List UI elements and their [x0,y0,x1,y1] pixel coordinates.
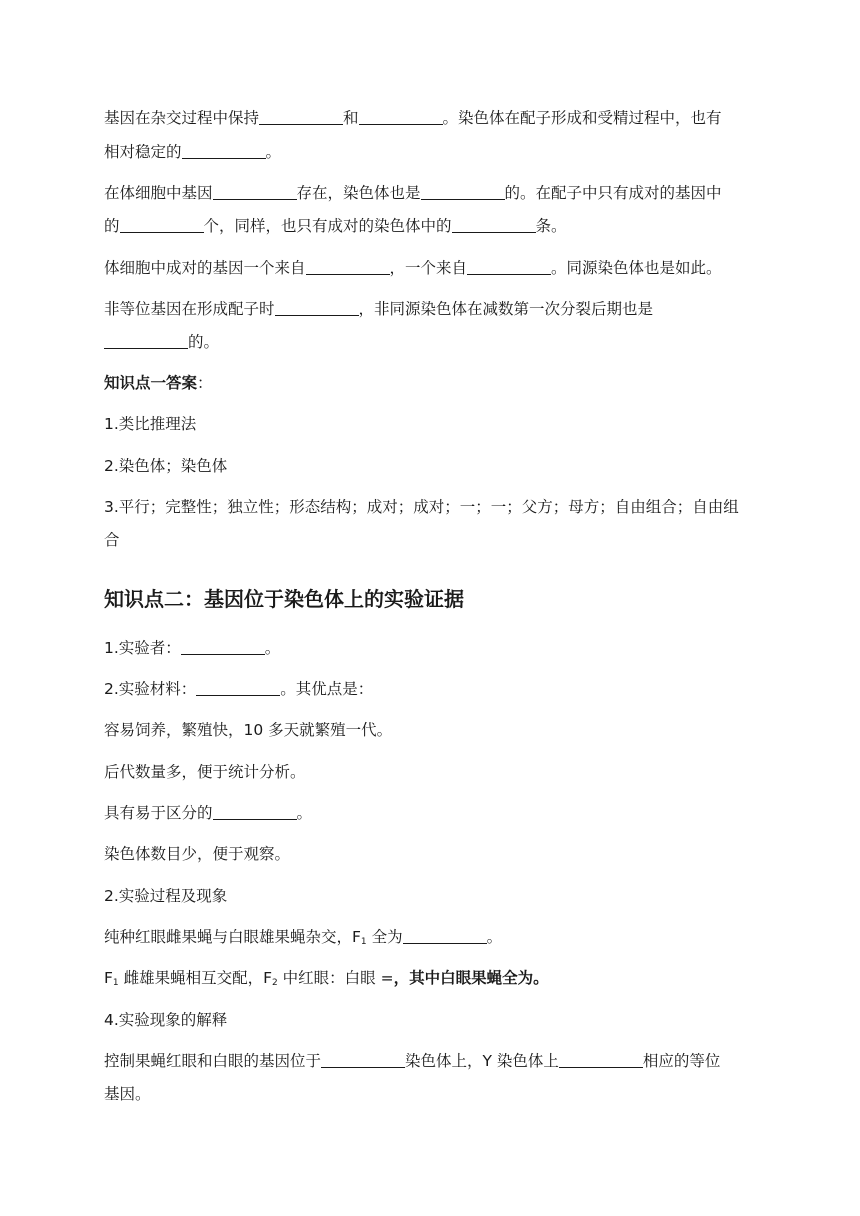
subscript: 1 [112,978,119,988]
text: 控制果蝇红眼和白眼的基因位于 [104,1052,322,1070]
text: 的。在配子中只有成对的基因中 [504,184,722,202]
text: ，一个来自 [389,259,468,277]
fill-blank[interactable] [359,108,443,125]
text: 。 [296,804,313,822]
text-line [104,678,764,700]
text-line: 4.实验现象的解释 [104,1011,228,1029]
fill-blank[interactable] [213,803,297,820]
text-line [104,802,764,824]
fill-blank[interactable] [120,216,204,233]
text: 。 [264,639,281,657]
text: 条。 [535,217,567,235]
fill-blank[interactable] [467,258,551,275]
text: ： [197,374,213,392]
text: 全为 [366,928,403,946]
text: 1.实验者： [104,639,181,657]
answers-heading [104,372,764,394]
fill-blank[interactable] [182,142,266,159]
text-line: 后代数量多，便于统计分析。 [104,763,306,781]
text: 体细胞中成对的基因一个来自 [104,259,306,277]
fill-blank[interactable] [452,216,536,233]
text: 2.实验材料： [104,680,197,698]
answer-3-cont: 合 [104,531,120,549]
subscript: 1 [360,937,367,947]
fill-blank[interactable] [559,1051,643,1068]
answer-3: 3.平行；完整性；独立性；形态结构；成对；成对；一；一；父方；母方；自由组合；自由组 [104,498,739,516]
fill-blank[interactable] [275,299,359,316]
text: 在体细胞中基因 [104,184,213,202]
text: 存在，染色体也是 [296,184,421,202]
text: F [104,969,113,987]
fill-blank[interactable] [181,638,265,655]
fill-blank[interactable] [321,1051,405,1068]
fill-blank[interactable] [306,258,390,275]
text: 。其优点是： [280,680,374,698]
subscript: 2 [272,978,278,988]
text-line [104,331,764,353]
text-line: 染色体数目少，便于观察。 [104,845,291,863]
text-line [104,298,764,320]
text-line [104,107,764,129]
text: 相应的等位 [642,1052,721,1070]
answer-2: 2.染色体；染色体 [104,457,228,475]
text-line [104,967,764,989]
text-line: 2.实验过程及现象 [104,887,228,905]
fill-blank[interactable] [104,332,188,349]
text: 。 [486,928,503,946]
text: ，其中白眼果蝇全为。 [393,969,549,987]
section-heading: 知识点二：基因位于染色体上的实验证据 [104,587,464,611]
text: 具有易于区分的 [104,804,213,822]
text: 相对稳定的 [104,143,182,161]
text: 的 [104,217,120,235]
text: 基因在杂交过程中保持 [104,109,260,127]
text-line [104,182,764,204]
fill-blank[interactable] [403,927,487,944]
text-line [104,637,764,659]
text: 中红眼：白眼 = [277,969,394,987]
text-line: 容易饲养，繁殖快，10 多天就繁殖一代。 [104,721,393,739]
text-line [104,1050,764,1072]
text: 染色体上，Y 染色体上 [405,1052,559,1070]
text: 个，同样，也只有成对的染色体中的 [203,217,452,235]
fill-blank[interactable] [259,108,343,125]
text-line [104,257,764,279]
text: 知识点一答案 [104,374,198,392]
text-line [104,215,764,237]
text: 。同源染色体也是如此。 [551,259,722,277]
text: 和 [343,109,359,127]
text: 纯种红眼雌果蝇与白眼雄果蝇杂交，F [104,928,361,946]
answer-1: 1.类比推理法 [104,415,197,433]
fill-blank[interactable] [196,679,280,696]
text-line [104,926,764,948]
text: 。 [265,143,282,161]
text-line: 基因。 [104,1085,151,1103]
text: ，非同源染色体在减数第一次分裂后期也是 [358,300,654,318]
text: 雌雄果蝇相互交配，F [118,969,272,987]
text: 的。 [188,333,220,351]
text: 。染色体在配子形成和受精过程中，也有 [442,109,722,127]
text-line [104,141,764,163]
text: 非等位基因在形成配子时 [104,300,275,318]
fill-blank[interactable] [213,183,297,200]
fill-blank[interactable] [421,183,505,200]
